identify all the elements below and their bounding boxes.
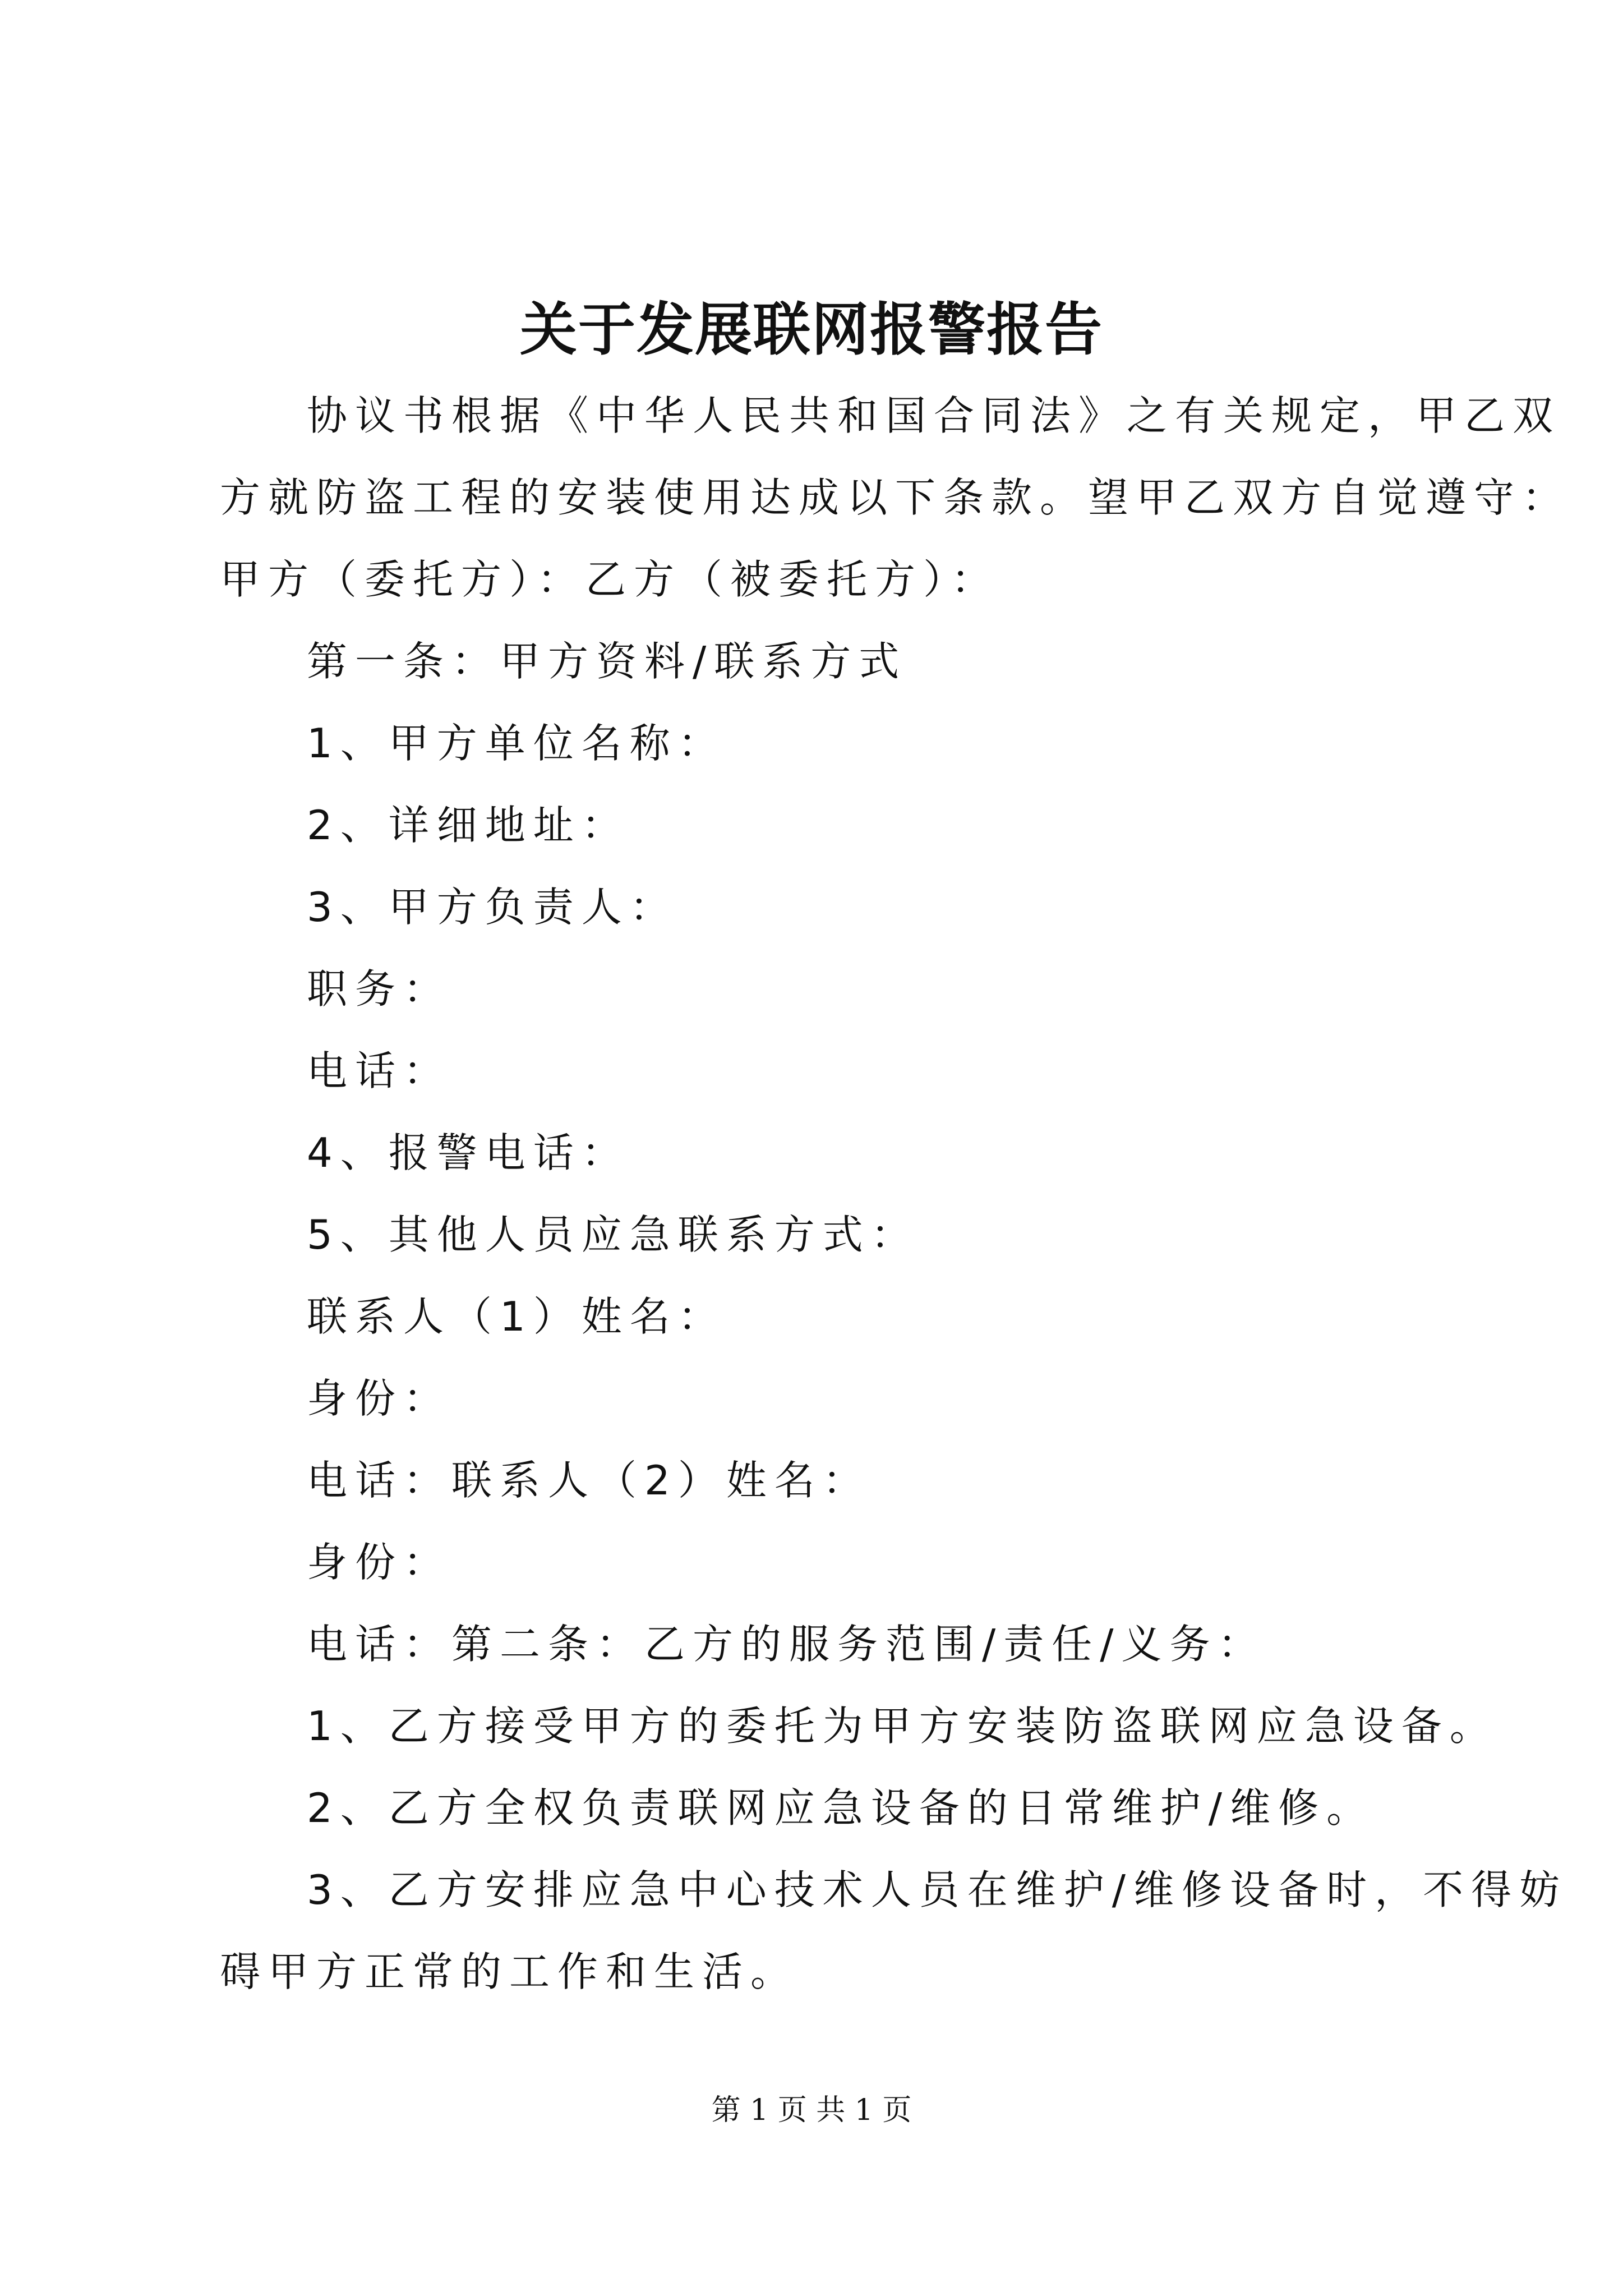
form-field-label: 联系人（1）姓名：: [307, 1293, 726, 1340]
paragraph-line: 协议书根据《中华人民共和国合同法》之有关规定，甲乙双: [307, 392, 1561, 439]
list-item: 1、甲方单位名称：: [307, 720, 726, 767]
list-item: 2、乙方全权负责联网应急设备的日常维护/维修。: [307, 1784, 1375, 1832]
list-item: 1、乙方接受甲方的委托为甲方安装防盗联网应急设备。: [307, 1703, 1498, 1750]
clause-heading: 第一条：甲方资料/联系方式: [307, 638, 907, 685]
clause-heading: 电话：第二条：乙方的服务范围/责任/义务：: [307, 1621, 1266, 1668]
paragraph-line: 甲方（委托方）：乙方（被委托方）：: [220, 556, 1000, 603]
list-item: 3、乙方安排应急中心技术人员在维护/维修设备时，不得妨: [307, 1866, 1568, 1913]
document-title: 关于发展联网报警报告: [520, 296, 1103, 364]
form-field-label: 身份：: [307, 1375, 452, 1422]
document-body: [220, 375, 1571, 2013]
form-field-label: 电话：: [307, 1047, 452, 1094]
form-field-label: 职务：: [307, 965, 452, 1013]
list-item: 2、详细地址：: [307, 802, 630, 849]
paragraph-line: 方就防盗工程的安装使用达成以下条款。望甲乙双方自觉遵守：: [220, 474, 1571, 521]
form-field-label: 电话：联系人（2）姓名：: [307, 1457, 871, 1504]
list-item: 5、其他人员应急联系方式：: [307, 1211, 919, 1258]
list-item: 3、甲方负责人：: [307, 884, 678, 931]
list-item: 4、报警电话：: [307, 1129, 630, 1176]
form-field-label: 身份：: [307, 1539, 452, 1586]
page-footer: 第 1 页 共 1 页: [711, 2093, 912, 2127]
paragraph-line: 碍甲方正常的工作和生活。: [220, 1948, 799, 1995]
